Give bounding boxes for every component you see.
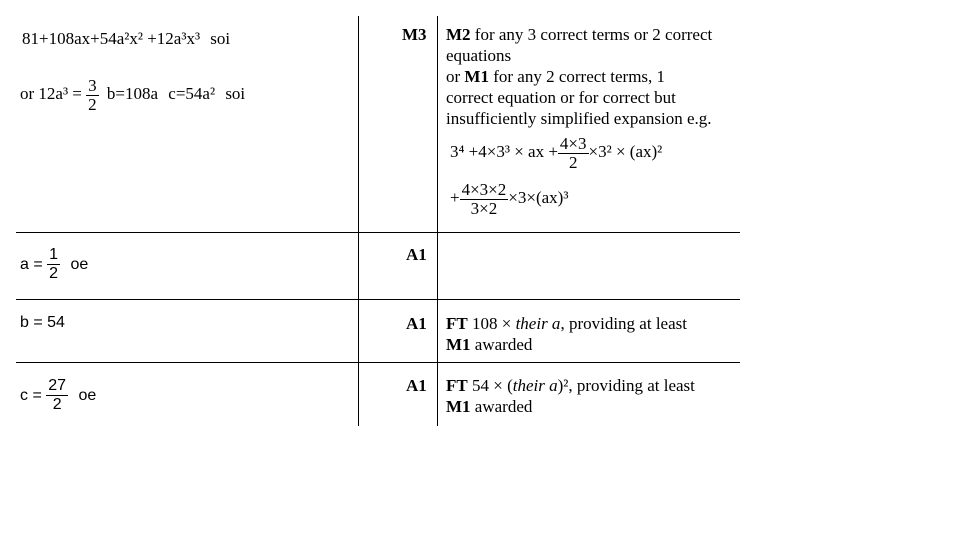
row4-guidance-ft: FT — [446, 376, 468, 395]
row1-expr1-frac-den: 2 — [568, 152, 578, 172]
row4-frac-den: 2 — [52, 396, 62, 414]
row-divider-1 — [16, 232, 740, 233]
row1-guidance-m1: M1 — [464, 67, 489, 86]
row4-answer-fraction — [46, 377, 68, 414]
column-divider-answer — [358, 16, 359, 426]
row1-eq-prefix: or 12a³ = — [20, 84, 82, 103]
row4-guidance-line2 — [446, 396, 532, 417]
row1-guidance-line1-text: for any 3 correct terms or 2 correct — [470, 25, 713, 44]
row2-answer-prefix: a = — [20, 256, 43, 273]
row1-guidance-expr2 — [450, 176, 568, 220]
row1-guidance-line4: correct equation or for correct but — [446, 88, 676, 107]
row3-guidance-m1: M1 — [446, 335, 471, 354]
row1-eq-b: b=108a — [106, 84, 159, 103]
row1-eq-c: c=54a² — [168, 84, 216, 103]
row3-answer: b = 54 — [20, 314, 65, 331]
row1-answer-expansion — [22, 28, 230, 49]
row1-guidance-line5: insufficiently simplified expansion e.g. — [446, 109, 712, 128]
row3-guidance-line2 — [446, 334, 532, 355]
row2-answer-fraction — [47, 246, 60, 283]
row2-frac-den: 2 — [49, 265, 59, 283]
row1-expr1-part-b: ×3² × (ax)² — [588, 142, 663, 161]
row1-guidance-line2: equations — [446, 46, 512, 65]
row1-guidance-or: or — [446, 67, 465, 86]
row2-answer-oe: oe — [70, 256, 89, 273]
row1-expr2-part-a: + — [450, 188, 460, 207]
row4-guidance-text1: 54 × ( — [467, 376, 513, 395]
row3-mark: A1 — [406, 314, 427, 333]
row4-guidance-text2: )², providing at least — [557, 376, 695, 395]
row1-expr1-frac-num: 4×3 — [559, 133, 587, 153]
row4-guidance-m1: M1 — [446, 397, 471, 416]
row1-guidance-line3-text: for any 2 correct terms, 1 — [488, 67, 666, 86]
row4-frac-num: 27 — [48, 377, 67, 395]
row1-expr1-part-a: 3⁴ +4×3³ × ax + — [450, 142, 558, 161]
row1-expr2-part-b: ×3×(ax)³ — [508, 188, 569, 207]
row1-mark: M3 — [402, 25, 427, 44]
row1-answer-equations — [20, 72, 245, 116]
row3-guidance-line1 — [446, 313, 687, 334]
row1-eq-frac-den: 2 — [88, 94, 97, 114]
row1-guidance-m2: M2 — [446, 25, 471, 44]
row1-eq-soi: soi — [225, 84, 246, 103]
row1-eq-frac-num: 3 — [88, 75, 97, 95]
row1-expr2-fraction — [460, 181, 509, 218]
row4-guidance-their-a: their a — [512, 376, 558, 395]
row4-guidance-line1 — [446, 375, 695, 396]
row3-guidance-their-a: their a — [515, 314, 561, 333]
row4-answer-oe: oe — [78, 387, 97, 404]
row1-guidance-line3 — [446, 66, 665, 87]
row1-eq-fraction — [86, 77, 99, 114]
row1-expr2-frac-num: 4×3×2 — [461, 179, 507, 199]
row2-mark: A1 — [406, 245, 427, 264]
row3-guidance-text1: 108 × — [467, 314, 516, 333]
row1-guidance-expr1 — [450, 130, 662, 174]
row4-mark: A1 — [406, 376, 427, 395]
row1-expr1-fraction — [558, 135, 589, 172]
row1-expr2-frac-den: 3×2 — [470, 198, 498, 218]
row1-expansion-expr: 81+108ax+54a²x² +12a³x³ — [22, 29, 201, 48]
row2-answer — [20, 243, 88, 287]
row4-answer — [20, 374, 96, 418]
row-divider-3 — [16, 362, 740, 363]
row4-answer-prefix: c = — [20, 387, 42, 404]
row-divider-2 — [16, 299, 740, 300]
row4-guidance-awarded: awarded — [470, 397, 533, 416]
column-divider-mark — [437, 16, 438, 426]
row3-guidance-text2: , providing at least — [560, 314, 687, 333]
row1-expansion-soi: soi — [210, 29, 231, 48]
row2-frac-num: 1 — [49, 246, 59, 264]
row1-guidance-line1 — [446, 24, 712, 45]
row3-guidance-awarded: awarded — [470, 335, 533, 354]
row3-guidance-ft: FT — [446, 314, 468, 333]
